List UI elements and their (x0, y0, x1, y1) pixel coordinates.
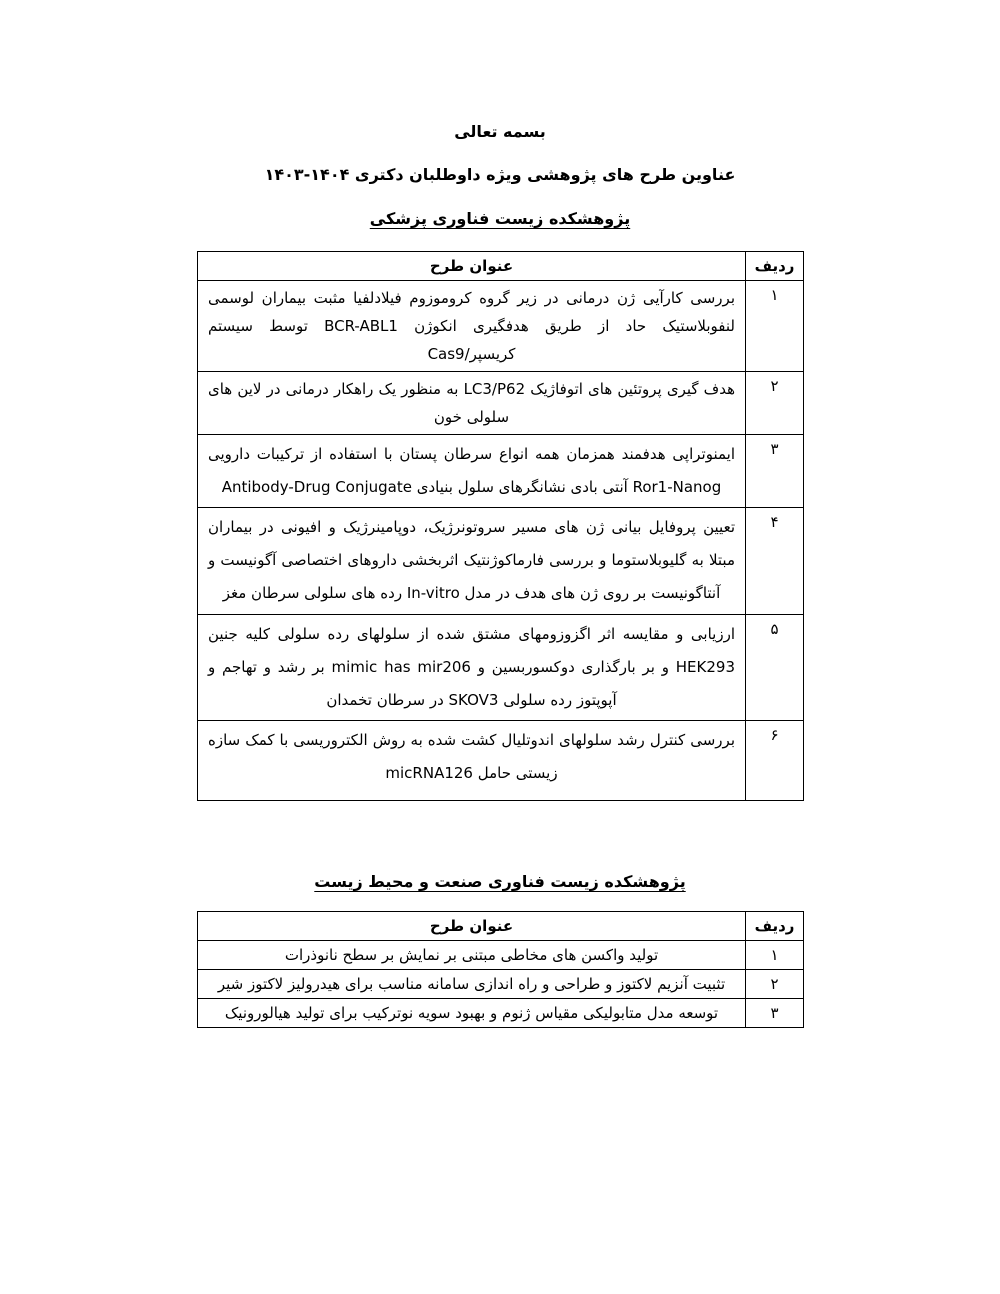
row-index: ۴ (746, 508, 804, 615)
row-index: ۱ (746, 941, 804, 970)
projects-table-industry (197, 911, 804, 1028)
table-row (198, 435, 804, 508)
page-title: عناوین طرح های پژوهشی ویژه داوطلبان دکتری ۱۴۰۴-۱۴۰۳ (264, 165, 736, 184)
row-index: ۲ (746, 372, 804, 435)
column-header-title: عنوان طرح (198, 252, 746, 281)
table-row (198, 508, 804, 615)
invocation-heading: بسمه تعالی (454, 122, 546, 141)
row-index: ۲ (746, 970, 804, 999)
table-row (198, 281, 804, 372)
table-row (198, 615, 804, 721)
row-index: ۳ (746, 999, 804, 1028)
row-title: بررسی کنترل رشد سلولهای اندوتلیال کشت شده به روش الکتروریسی با کمک سازه زیستی حامل micRNA126 (198, 721, 746, 801)
column-header-index: ردیف (746, 252, 804, 281)
table-row (198, 970, 804, 999)
row-title: هدف گیری پروتئین های اتوفاژیک LC3/P62 به منظور یک راهکار درمانی در لاین های سلولی خون (198, 372, 746, 435)
row-index: ۱ (746, 281, 804, 372)
row-index: ۶ (746, 721, 804, 801)
row-index: ۵ (746, 615, 804, 721)
row-title: تثبیت آنزیم لاکتوز و طراحی و راه اندازی سامانه مناسب برای هیدرولیز لاکتوز شیر (198, 970, 746, 999)
row-title: ایمنوتراپی هدفمند همزمان همه انواع سرطان پستان با استفاده از ترکیبات دارویی Ror1-Nanog آنتی بادی نشانگرهای سلول بنیادی Antibody-Drug Conjugate (198, 435, 746, 508)
row-index: ۳ (746, 435, 804, 508)
table-row (198, 999, 804, 1028)
column-header-title: عنوان طرح (198, 912, 746, 941)
section-heading-industry: پژوهشکده زیست فناوری صنعت و محیط زیست (314, 872, 686, 891)
column-header-index: ردیف (746, 912, 804, 941)
row-title: بررسی کارآیی ژن درمانی در زیر گروه کروموزوم فیلادلفیا مثبت بیماران لوسمی لنفوبلاستیک حاد از طریق هدفگیری انکوژن BCR-ABL1 توسط سیستم کریسپر/Cas9 (198, 281, 746, 372)
section-heading-medical: پژوهشکده زیست فناوری پزشکی (369, 209, 631, 228)
row-title: توسعه مدل متابولیکی مقیاس ژنوم و بهبود سویه نوترکیب برای تولید هیالورونیک (198, 999, 746, 1028)
row-title: تولید واکسن های مخاطی مبتنی بر نمایش بر سطح نانوذرات (198, 941, 746, 970)
projects-table-medical (197, 251, 804, 801)
table-row (198, 372, 804, 435)
row-title: تعیین پروفایل بیانی ژن های مسیر سروتونرژیک، دوپامینرژیک و افیونی در بیماران مبتلا به گلیوبلاستوما و بررسی فارماکوژنتیک اثربخشی داروهای اختصاصی آگونیست و آنتاگونیست بر روی ژن های هدف در مدل In-vitro رده های سلولی سرطان مغز (198, 508, 746, 615)
table-header-row (198, 252, 804, 281)
table-row (198, 721, 804, 801)
table-row (198, 941, 804, 970)
table-header-row (198, 912, 804, 941)
row-title: ارزیابی و مقایسه اثر اگزوزومهای مشتق شده از سلولهای رده سلولی کلیه جنین HEK293 و بر بارگذاری دوکسوربسین و mimic has mir206 بر رشد و تهاجم و آپوپتوز رده سلولی SKOV3 در سرطان تخمدان (198, 615, 746, 721)
